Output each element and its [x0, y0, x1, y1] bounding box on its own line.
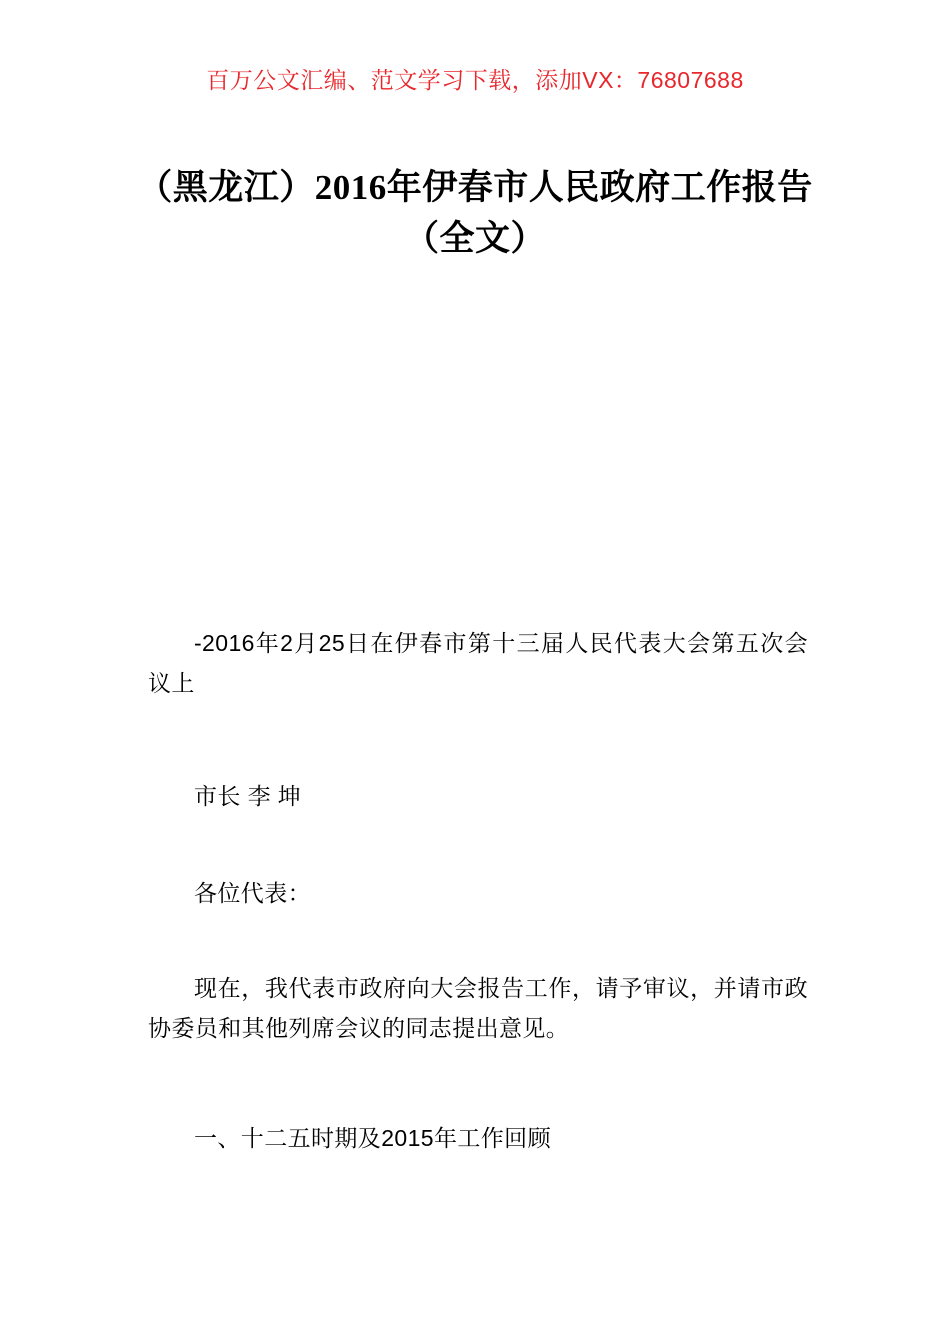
section-heading-one: 一、十二五时期及2015年工作回顾 — [194, 1125, 551, 1151]
document-subtitle: -2016年2月25日在伊春市第十三届人民代表大会第五次会议上 — [148, 630, 808, 697]
page-title: （黑龙江）2016年伊春市人民政府工作报告（全文） — [137, 168, 813, 259]
speaker-line: 市长 李 坤 — [194, 783, 302, 809]
watermark-banner: 百万公文汇编、范文学习下载，添加VX：76807688 — [206, 67, 744, 93]
intro-paragraph: 现在，我代表市政府向大会报告工作，请予审议，并请市政协委员和其他列席会议的同志提出意见。 — [148, 975, 808, 1042]
greeting-line: 各位代表： — [194, 880, 311, 906]
